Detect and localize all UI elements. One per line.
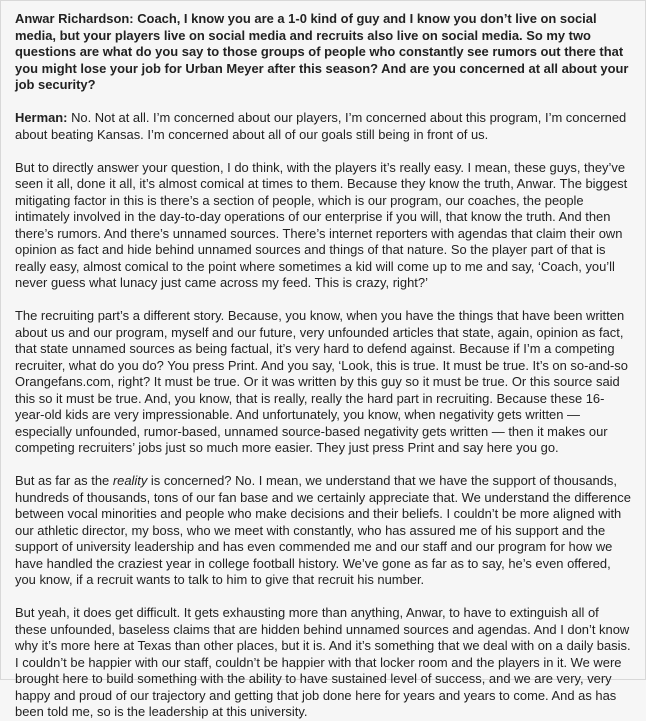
reality-emphasis: reality: [112, 473, 148, 488]
answer-intro-text: No. Not at all. I’m concerned about our players, I’m concerned about this program, I’m concerned about beating Kansas. I’m concerned about all of our goals still being in front of us.: [15, 110, 627, 142]
reality-text-after: is concerned? No. I mean, we understand that we have the support of thousands, hundreds of thousands, tons of our fan base and we certainly appreciate that. We understand the difference between vocal minorities and people who make decisions and their beliefs. I couldn’t be more aligned with our athletic director, my boss, who we meet with constantly, who has assured me of his support and the support of university leadership and has even commended me and our staff and our program for how we have handled the craziest year in college football history. We’ve gone as far as to say, he’s even offered, you know, if a recruit wants to talk to him to give that recruit his number.: [15, 473, 631, 587]
answer-paragraph-recruiting: The recruiting part’s a different story. Because, you know, when you have the things that have been written about us and our program, myself and our future, very unfounded articles that state, again, opinion as fact, that state unnamed sources as being factual, it’s very hard to defend against. Because if I’m a competing recruiter, what do you do? You press Print. And you say, ‘Look, this is true. It must be true. It’s on so-and-so Orangefans.com, right? It must be true. Or it was written by this guy so it must be true. Or this source said this so it must be true. And, you know, that is really, really the hard part in recruiting. Because these 16-year-old kids are very impressionable. And unfortunately, you know, when negativity gets written — especially unfounded, rumor-based, unnamed source-based negativity gets written — then it makes our competing recruiters’ jobs just so much more easier. They just press Print and say here you go.: [15, 308, 628, 455]
answer-paragraph-players: But to directly answer your question, I do think, with the players it’s really easy. I mean, these guys, they’ve seen it all, done it all, it’s almost comical at times to them. Because they know the truth, Anwar. The biggest mitigating factor in this is there’s a section of people, which is our program, our coaches, the people intimately involved in the day-to-day operations of our enterprise if you will, that know the truth. And then there’s rumors. And there’s unnamed sources. There’s internet reporters with agendas that claim their own opinion as fact and hide behind unnamed sources and things of that nature. So the player part of that is really easy, almost comical to the point where sometimes a kid will come up to me and say, ‘Coach, you’ll never guess what lunacy just came across my feed. This is crazy, right?’: [15, 159, 628, 290]
answer-paragraph-conclusion: But yeah, it does get difficult. It gets exhausting more than anything, Anwar, to have to extinguish all of these unfounded, baseless claims that are hidden behind unnamed sources and agendas. And I don’t know why it’s more here at Texas than other places, but it is. And it’s something that we deal with on a daily basis. I couldn’t be happier with our staff, couldn’t be happier with that locker room and the players in it. We were brought here to build something with the ability to have sustained level of success, and we are very, very happy and proud of our trajectory and getting that job done here for years and years to come. And as has been told me, so is the leadership at this university.: [15, 605, 631, 719]
interview-transcript: [1, 1, 645, 721]
answer-paragraph-reality: [15, 473, 631, 589]
answer-intro-paragraph: [15, 110, 631, 143]
speaker-label: Herman:: [15, 110, 68, 125]
question-paragraph: Anwar Richardson: Coach, I know you are a 1-0 kind of guy and I know you don’t live on social media, but your players live on social media and recruits also live on social media. So my two questions are what do you say to those groups of people who constantly see rumors out there that you might lose your job for Urban Meyer after this season? And are you concerned at all about your job security?: [15, 11, 629, 92]
reality-text-before: But as far as the: [15, 473, 113, 488]
